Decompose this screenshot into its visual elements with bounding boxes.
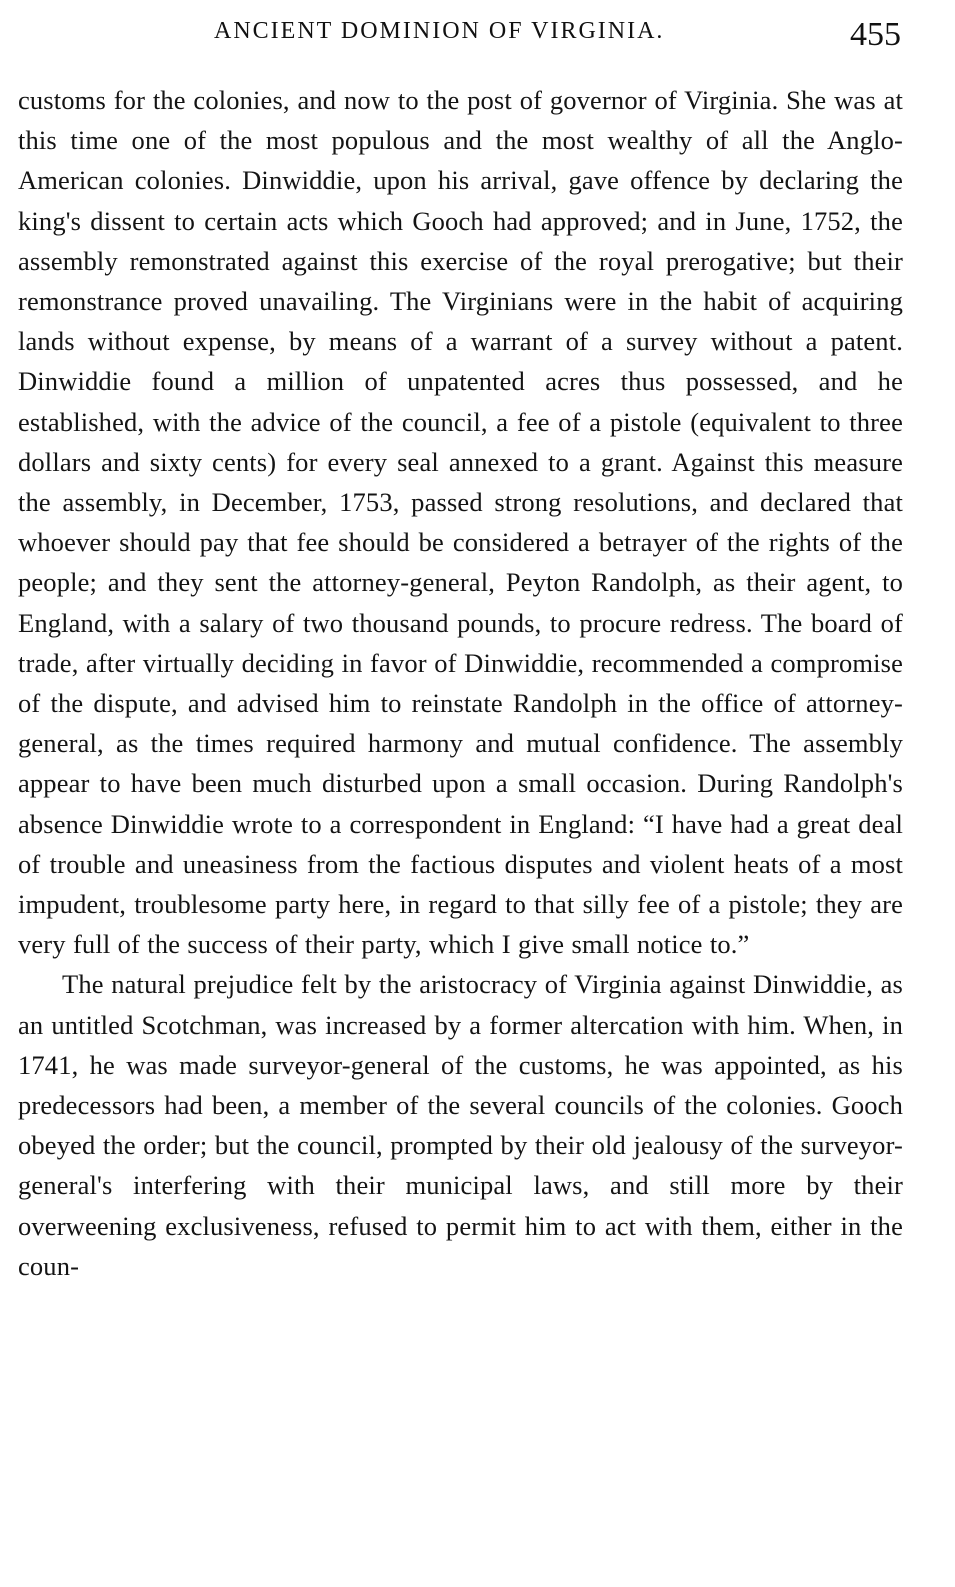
running-head-title: ANCIENT DOMINION OF VIRGINIA. — [214, 18, 665, 44]
body-paragraph: customs for the colonies, and now to the post of governor of Virginia. She was at this time one of the most populous and the most wealthy of all the Anglo-American colonies. Dinwiddie, upon his arrival, gave offence by declaring the king's dissent to certain acts which Gooch had approved; and in June, 1752, the assembly remonstrated against this exercise of the royal prerogative; but their remonstrance proved unavailing. The Virginians were in the habit of acquiring lands without expense, by means of a warrant of a survey without a patent. Dinwiddie found a million of unpatented acres thus possessed, and he established, with the advice of the council, a fee of a pistole (equivalent to three dollars and sixty cents) for every seal annexed to a grant. Against this measure the assembly, in December, 1753, passed strong resolutions, and declared that whoever should pay that fee should be considered a betrayer of the rights of the people; and they sent the attorney-general, Peyton Randolph, as their agent, to England, with a salary of two thousand pounds, to procure redress. The board of trade, after virtually deciding in favor of Dinwiddie, recommended a compromise of the dispute, and advised him to reinstate Randolph in the office of attorney-general, as the times required harmony and mutual confidence. The assembly appear to have been much disturbed upon a small occasion. During Randolph's absence Dinwiddie wrote to a correspondent in England: “I have had a great deal of trouble and uneasiness from the factious disputes and violent heats of a most impudent, troublesome party here, in regard to that silly fee of a pistole; they are very full of the success of their party, which I give small notice to.” — [18, 85, 903, 960]
page-number: 455 — [850, 16, 901, 53]
body-paragraph: The natural prejudice felt by the aristocracy of Virginia against Dinwiddie, as an untitled Scotchman, was increased by a former altercation with him. When, in 1741, he was made surveyor-general of the customs, he was appointed, as his predecessors had been, a member of the several councils of the colonies. Gooch obeyed the order; but the council, prompted by their old jealousy of the surveyor-general's interfering with their municipal laws, and still more by their overweening exclusiveness, refused to permit him to act with them, either in the coun- — [18, 969, 903, 1281]
page-header — [16, 18, 905, 64]
page-body — [16, 80, 905, 1286]
